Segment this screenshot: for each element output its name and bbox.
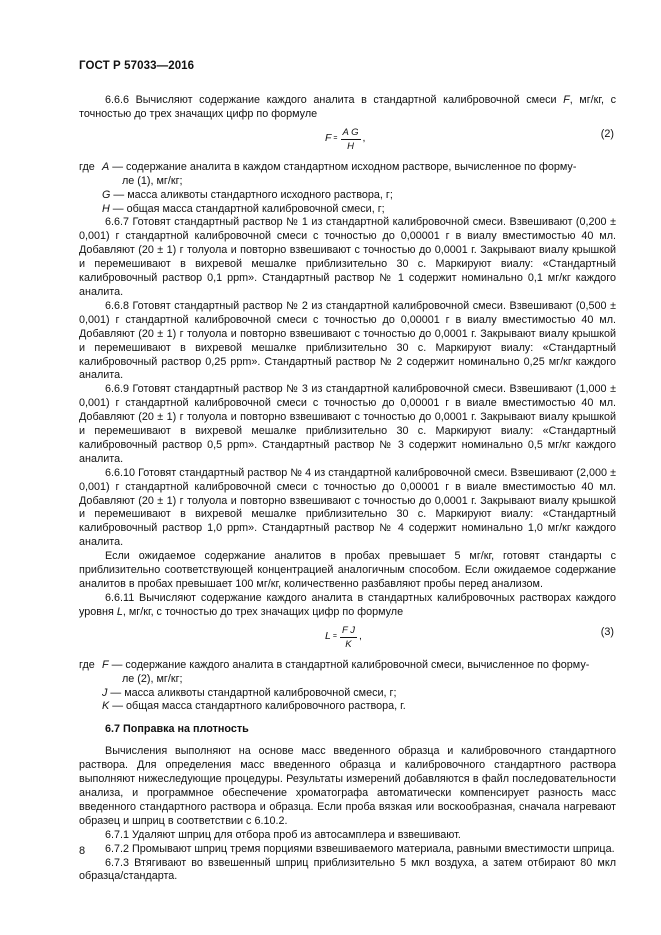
document-body — [79, 94, 616, 884]
paragraph-6-6-8: 6.6.8 Готовят стандартный раствор № 2 из стандартной калибровочной смеси. Взвешивают (0,500 ± 0,001) г стандартной калибровочной смеси с точностью до 0,00001 г в виалу вместимостью 40 мл. Добавляют (20 ± 1) г толуола и повторно взвешивают с точностью до 0,0001 г. Закрывают виалу крышкой и перемешивают в вихревой мешалке приблизительно 30 с. Маркируют виалу: «Стандартный калибровочный раствор 0,25 ppm». Стандартный раствор № 2 содержит номинально 0,25 мг/кг каждого аналита. — [79, 299, 616, 382]
paragraph-6-6-7: 6.6.7 Готовят стандартный раствор № 1 из стандартной калибровочной смеси. Взвешивают (0,200 ± 0,001) г стандартной калибровочной смеси с точностью до 0,00001 г в виалу вместимостью 40 мл. Добавляют (20 ± 1) г толуола и повторно взвешивают с точностью до 0,0001 г. Закрывают виалу крышкой и перемешивают в вихревой мешалке приблизительно 30 с. Маркируют виалу: «Стандартный калибровочный раствор 0,1 ppm». Стандартный раствор № 1 содержит номинально 0,1 мг/кг каждого аналита. — [79, 216, 616, 298]
paragraph-6-6-9: 6.6.9 Готовят стандартный раствор № 3 из стандартной калибровочной смеси. Взвешивают (1,000 ± 0,001) г стандартной калибровочной смеси с точностью до 0,00001 г в виале вместимостью 40 мл. Добавляют (20 ± 1) г толуола и повторно взвешивают с точностью до 0,0001 г. Закрывают виалу крышкой и перемешивают в вихревой мешалке приблизительно 30 с. Маркируют виалу: «Стандартный калибровочный раствор 0,5 ppm». Стандартный раствор № 3 содержит номинально 0,5 мг/кг каждого аналита. — [79, 383, 616, 465]
equation-number: (2) — [600, 127, 614, 140]
where-item: J — масса аликвоты стандартной калибровочной смеси, г; — [102, 686, 397, 699]
fraction — [341, 127, 361, 152]
fraction — [340, 625, 357, 650]
page-header: ГОСТ Р 57033—2016 — [79, 60, 195, 72]
formula-2: F = $\frac{\text{A G}}{H}$ , (2) — [325, 126, 614, 152]
paragraph-6-7-2: 6.7.2 Промывают шприц тремя порциями взвешиваемого материала, равными вместимости шприца. — [105, 842, 615, 855]
paragraph-6-6-6: 6.6.6 Вычисляют содержание каждого аналита в стандартной калибровочной смеси F, мг/кг, с точностью до трех значащих цифр по формуле — [79, 94, 616, 120]
numerator: A G — [342, 126, 359, 138]
where-continuation: ле (2), мг/кг; — [122, 672, 183, 685]
where-item: G — масса аликвоты стандартного исходного раствора, г; — [102, 188, 393, 201]
paragraph-6-6-10: 6.6.10 Готовят стандартный раствор № 4 из стандартной калибровочной смеси. Взвешивают (2,000 ± 0,001) г стандартной калибровочной смеси с точностью до 0,00001 г в виале вместимостью 40 мл. Добавляют (20 ± 1) г толуола и повторно взвешивают с точностью до 0,0001 г. Закрывают виалу крышкой и перемешивают в вихревой мешалке приблизительно 30 с. Маркируют виалу: «Стандартный калибровочный раствор 1,0 ppm». Стандартный раствор № 4 содержит номинально 1,0 мг/кг каждого аналита. — [79, 466, 616, 549]
paragraph-6-7-3: 6.7.3 Втягивают во взвешенный шприц приблизительно 5 мкл воздуха, а затем отбирают 80 мкл образца/стандарта. — [79, 856, 616, 883]
paragraph-6-6-11: 6.6.11 Вычисляют содержание каждого аналита в стандартных калибровочных растворах каждого уровня L, мг/кг, с точностью до трех значащих цифр по формуле — [79, 591, 616, 618]
formula-lhs: L — [325, 630, 331, 643]
where-continuation: ле (1), мг/кг; — [122, 174, 183, 187]
paragraph-expected-content: Если ожидаемое содержание аналитов в пробах превышает 5 мг/кг, готовят стандарты с приблизительно соответствующей концентрацией аналогичным способом. Если ожидаемое содержание аналитов в пробах превышает 100 мг/кг, количественно разбавляют пробы перед анализом. — [79, 550, 616, 590]
paragraph-6-7: Вычисления выполняют на основе масс введенного образца и калибровочного стандартного раствора. Для определения масс введенного образца и калибровочного стандартного раствора выполняют нижеследующие процедуры. Результаты измерений добавляются в файл последовательности анализа, и программное обеспечение хроматографа автоматически компенсирует разность масс введенного стандартного раствора и образца. Если проба вязкая или воскообразная, сначала нагревают образец и шприц в соответствии с 6.10.2. — [79, 745, 616, 827]
numerator: F J — [341, 624, 355, 636]
section-title-6-7: 6.7 Поправка на плотность — [105, 723, 249, 736]
paragraph-6-7-1: 6.7.1 Удаляют шприц для отбора проб из автосамплера и взвешивают. — [105, 828, 461, 841]
page-number: 8 — [79, 845, 86, 857]
where-item: где A — содержание аналита в каждом стандартном исходном растворе, вычисленное по форму- — [79, 160, 577, 173]
where-item: где F — содержание каждого аналита в стандартной калибровочной смеси, вычисленное по форму- — [79, 658, 590, 671]
formula-lhs: F — [325, 132, 332, 145]
denominator: H — [347, 140, 354, 152]
formula-3: L = $\frac{\text{F J}}{K}$ , (3) — [325, 624, 614, 650]
where-item: H — общая масса стандартной калибровочной смеси, г; — [102, 202, 385, 215]
equation-number: (3) — [600, 625, 614, 638]
where-item: K — общая масса стандартного калибровочного раствора, г. — [102, 700, 406, 713]
denominator: K — [345, 638, 352, 650]
